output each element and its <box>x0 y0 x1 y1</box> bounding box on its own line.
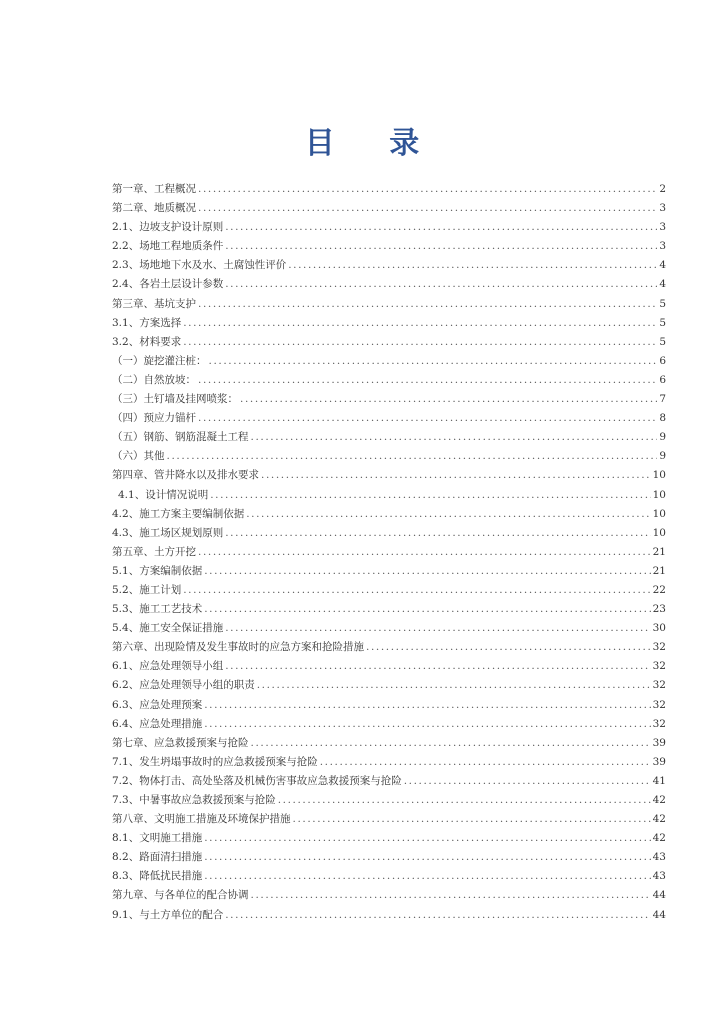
toc-entry-page-number: 44 <box>652 889 666 902</box>
toc-entry[interactable] <box>112 447 666 466</box>
toc-entry-label: 第五章、土方开挖 <box>112 545 196 558</box>
toc-entry-page-number: 41 <box>652 774 666 787</box>
toc-entry-label: 6.4、应急处理措施 <box>112 717 203 730</box>
toc-entry[interactable] <box>112 295 666 314</box>
toc-leader-dots <box>278 791 651 810</box>
toc-leader-dots <box>198 543 651 562</box>
toc-entry[interactable] <box>112 715 666 734</box>
toc-leader-dots <box>183 333 657 352</box>
toc-entry-page-number: 10 <box>652 469 666 482</box>
toc-entry-label: 6.1、应急处理领导小组 <box>112 660 224 673</box>
toc-leader-dots <box>198 199 657 218</box>
toc-entry-page-number: 10 <box>652 507 666 520</box>
toc-entry-label: （五）钢筋、钢筋混凝土工程 <box>112 431 249 444</box>
toc-entry-label: 7.3、中暑事故应急救援预案与抢险 <box>112 794 276 806</box>
toc-leader-dots <box>225 906 650 925</box>
toc-entry-page-number: 32 <box>652 717 666 730</box>
toc-entry-label: 第八章、文明施工措施及环境保护措施 <box>112 813 291 826</box>
toc-leader-dots <box>225 237 657 256</box>
toc-entry-label: 第四章、管井降水以及排水要求 <box>112 469 259 482</box>
toc-entry-page-number: 21 <box>652 564 666 577</box>
toc-leader-dots <box>225 275 657 294</box>
toc-leader-dots <box>204 562 650 581</box>
toc-leader-dots <box>320 753 651 772</box>
toc-leader-dots <box>204 715 650 734</box>
toc-entry[interactable] <box>112 734 666 753</box>
toc-leader-dots <box>209 352 658 371</box>
toc-leader-dots <box>293 810 651 829</box>
toc-entry-label: 4.3、施工场区规划原则 <box>112 526 224 539</box>
toc-entry-label: （四）预应力锚杆 <box>112 412 196 425</box>
toc-entry[interactable] <box>112 753 666 772</box>
toc-entry-label: 3.2、材料要求 <box>112 335 182 348</box>
toc-entry-page-number: 7 <box>659 393 666 406</box>
toc-entry-label: 2.1、边坡支护设计原则 <box>112 221 224 234</box>
toc-entry-page-number: 32 <box>652 641 666 654</box>
toc-entry-label: 6.3、应急处理预案 <box>112 698 203 711</box>
toc-entry-label: 5.1、方案编制依据 <box>112 564 203 577</box>
toc-entry-page-number: 3 <box>659 240 666 253</box>
toc-entry[interactable] <box>112 428 666 447</box>
toc-entry[interactable] <box>112 810 666 829</box>
toc-leader-dots <box>198 371 657 390</box>
toc-leader-dots <box>251 734 651 753</box>
toc-entry[interactable] <box>112 867 666 886</box>
toc-entry-label: 8.2、路面清扫措施 <box>112 851 203 864</box>
toc-entry[interactable] <box>112 848 666 867</box>
toc-entry-page-number: 39 <box>652 736 666 749</box>
toc-entry-label: 2.2、场地工程地质条件 <box>112 240 224 253</box>
toc-entry[interactable] <box>112 390 666 409</box>
toc-entry[interactable] <box>112 772 666 791</box>
toc-leader-dots <box>257 676 651 695</box>
toc-entry[interactable] <box>112 696 666 715</box>
toc-entry-label: 2.4、各岩土层设计参数 <box>112 278 224 291</box>
toc-entry-label: 第一章、工程概况 <box>112 183 196 195</box>
toc-entry-label: 2.3、场地地下水及水、土腐蚀性评价 <box>112 259 287 272</box>
toc-entry[interactable] <box>112 505 666 524</box>
toc-entry-label: 6.2、应急处理领导小组的职责 <box>112 679 255 692</box>
toc-entry-label: （三）土钉墙及挂网喷浆： <box>112 393 238 406</box>
toc-entry-label: 第六章、出现险情及发生事故时的应急方案和抢险措施 <box>112 641 364 654</box>
toc-entry-page-number: 32 <box>652 698 666 711</box>
toc-entry-label: 第九章、与各单位的配合协调 <box>112 889 249 902</box>
toc-entry-page-number: 6 <box>659 373 666 386</box>
toc-entry[interactable] <box>112 886 666 905</box>
toc-leader-dots <box>225 524 650 543</box>
toc-leader-dots <box>404 772 651 791</box>
toc-entry[interactable] <box>112 409 666 428</box>
toc-leader-dots <box>183 581 650 600</box>
toc-entry[interactable] <box>112 657 666 676</box>
toc-leader-dots <box>198 180 657 199</box>
toc-entry-page-number: 4 <box>659 259 666 272</box>
toc-entry-page-number: 2 <box>659 183 666 195</box>
toc-entry-label: 8.3、降低扰民措施 <box>112 870 203 883</box>
toc-entry-label: 3.1、方案选择 <box>112 316 182 329</box>
toc-entry-label: 9.1、与土方单位的配合 <box>112 908 224 921</box>
toc-entry[interactable] <box>112 275 666 294</box>
toc-entry-label: 4.2、施工方案主要编制依据 <box>112 507 245 520</box>
toc-leader-dots <box>204 600 650 619</box>
toc-title: 目 录 <box>304 126 442 161</box>
toc-entry-page-number: 10 <box>652 526 666 539</box>
toc-entry[interactable] <box>112 180 666 199</box>
toc-entry-label: 第二章、地质概况 <box>112 202 196 215</box>
toc-entry[interactable] <box>112 906 666 925</box>
toc-entry[interactable] <box>112 371 666 390</box>
toc-leader-dots <box>225 657 650 676</box>
toc-entry[interactable] <box>112 600 666 619</box>
toc-entry-page-number: 23 <box>652 603 666 616</box>
toc-leader-dots <box>251 886 651 905</box>
toc-entry-page-number: 9 <box>659 450 666 463</box>
toc-leader-dots <box>183 314 657 333</box>
toc-entry-page-number: 6 <box>659 354 666 367</box>
toc-entry-page-number: 43 <box>652 851 666 864</box>
toc-entry-label: 7.1、发生坍塌事故时的应急救援预案与抢险 <box>112 755 318 768</box>
toc-leader-dots <box>204 848 650 867</box>
toc-leader-dots <box>198 295 657 314</box>
toc-entry-page-number: 30 <box>652 622 666 635</box>
toc-entry-label: 8.1、文明施工措施 <box>112 832 203 845</box>
toc-entry[interactable] <box>112 562 666 581</box>
toc-leader-dots <box>204 829 650 848</box>
toc-leader-dots <box>288 256 657 275</box>
toc-entry[interactable] <box>112 486 666 505</box>
toc-entry[interactable] <box>112 524 666 543</box>
toc-entry-label: 4.1、设计情况说明 <box>118 488 209 501</box>
toc-entry-label: 5.3、施工工艺技术 <box>112 603 203 616</box>
toc-entry-label: （二）自然放坡： <box>112 373 196 386</box>
toc-entry[interactable] <box>112 256 666 275</box>
toc-entry[interactable] <box>112 352 666 371</box>
toc-entry-page-number: 21 <box>652 545 666 558</box>
toc-entry[interactable] <box>112 237 666 256</box>
toc-leader-dots <box>225 619 650 638</box>
toc-leader-dots <box>210 486 650 505</box>
toc-entry[interactable] <box>112 466 666 485</box>
toc-leader-dots <box>246 505 650 524</box>
toc-entry-page-number: 39 <box>652 755 666 768</box>
toc-entry-page-number: 10 <box>652 488 666 501</box>
toc-entry-page-number: 42 <box>652 832 666 845</box>
toc-leader-dots <box>204 867 650 886</box>
toc-entry-page-number: 4 <box>659 278 666 291</box>
toc-entry[interactable] <box>112 676 666 695</box>
toc-entry[interactable] <box>112 199 666 218</box>
toc-entry-page-number: 42 <box>652 794 666 806</box>
toc-entry-label: （一）旋挖灌注桩： <box>112 354 207 367</box>
toc-entry-label: 5.2、施工计划 <box>112 583 182 596</box>
toc-entry-page-number: 3 <box>659 202 666 215</box>
toc-leader-dots <box>225 218 657 237</box>
toc-leader-dots <box>204 696 650 715</box>
toc-leader-dots <box>366 638 651 657</box>
toc-entry-label: 5.4、施工安全保证措施 <box>112 622 224 635</box>
toc-entry-page-number: 32 <box>652 679 666 692</box>
toc-entry-page-number: 5 <box>659 335 666 348</box>
toc-leader-dots <box>261 466 651 485</box>
toc-entry-page-number: 8 <box>659 412 666 425</box>
toc-entry-page-number: 9 <box>659 431 666 444</box>
toc-entry[interactable] <box>112 333 666 352</box>
toc-entry[interactable] <box>112 791 666 810</box>
toc-entry-label: 第七章、应急救援预案与抢险 <box>112 736 249 749</box>
toc-entry-page-number: 3 <box>659 221 666 234</box>
toc-entry-label: （六）其他 <box>112 450 165 463</box>
toc-entry[interactable] <box>112 829 666 848</box>
toc-leader-dots <box>167 447 658 466</box>
toc-entry-page-number: 5 <box>659 316 666 329</box>
toc-entry-page-number: 42 <box>652 813 666 826</box>
toc-leader-dots <box>198 409 657 428</box>
toc-entry-page-number: 22 <box>652 583 666 596</box>
toc-entry[interactable] <box>112 543 666 562</box>
toc-leader-dots <box>251 428 658 447</box>
toc-entry[interactable] <box>112 314 666 333</box>
toc-list <box>112 180 666 925</box>
toc-leader-dots <box>240 390 657 409</box>
toc-entry-page-number: 44 <box>652 908 666 921</box>
toc-entry[interactable] <box>112 581 666 600</box>
toc-entry[interactable] <box>112 218 666 237</box>
toc-entry[interactable] <box>112 638 666 657</box>
toc-entry-label: 7.2、物体打击、高处坠落及机械伤害事故应急救援预案与抢险 <box>112 774 402 787</box>
toc-entry-label: 第三章、基坑支护 <box>112 297 196 310</box>
toc-entry[interactable] <box>112 619 666 638</box>
toc-entry-page-number: 32 <box>652 660 666 673</box>
toc-entry-page-number: 5 <box>659 297 666 310</box>
toc-entry-page-number: 43 <box>652 870 666 883</box>
